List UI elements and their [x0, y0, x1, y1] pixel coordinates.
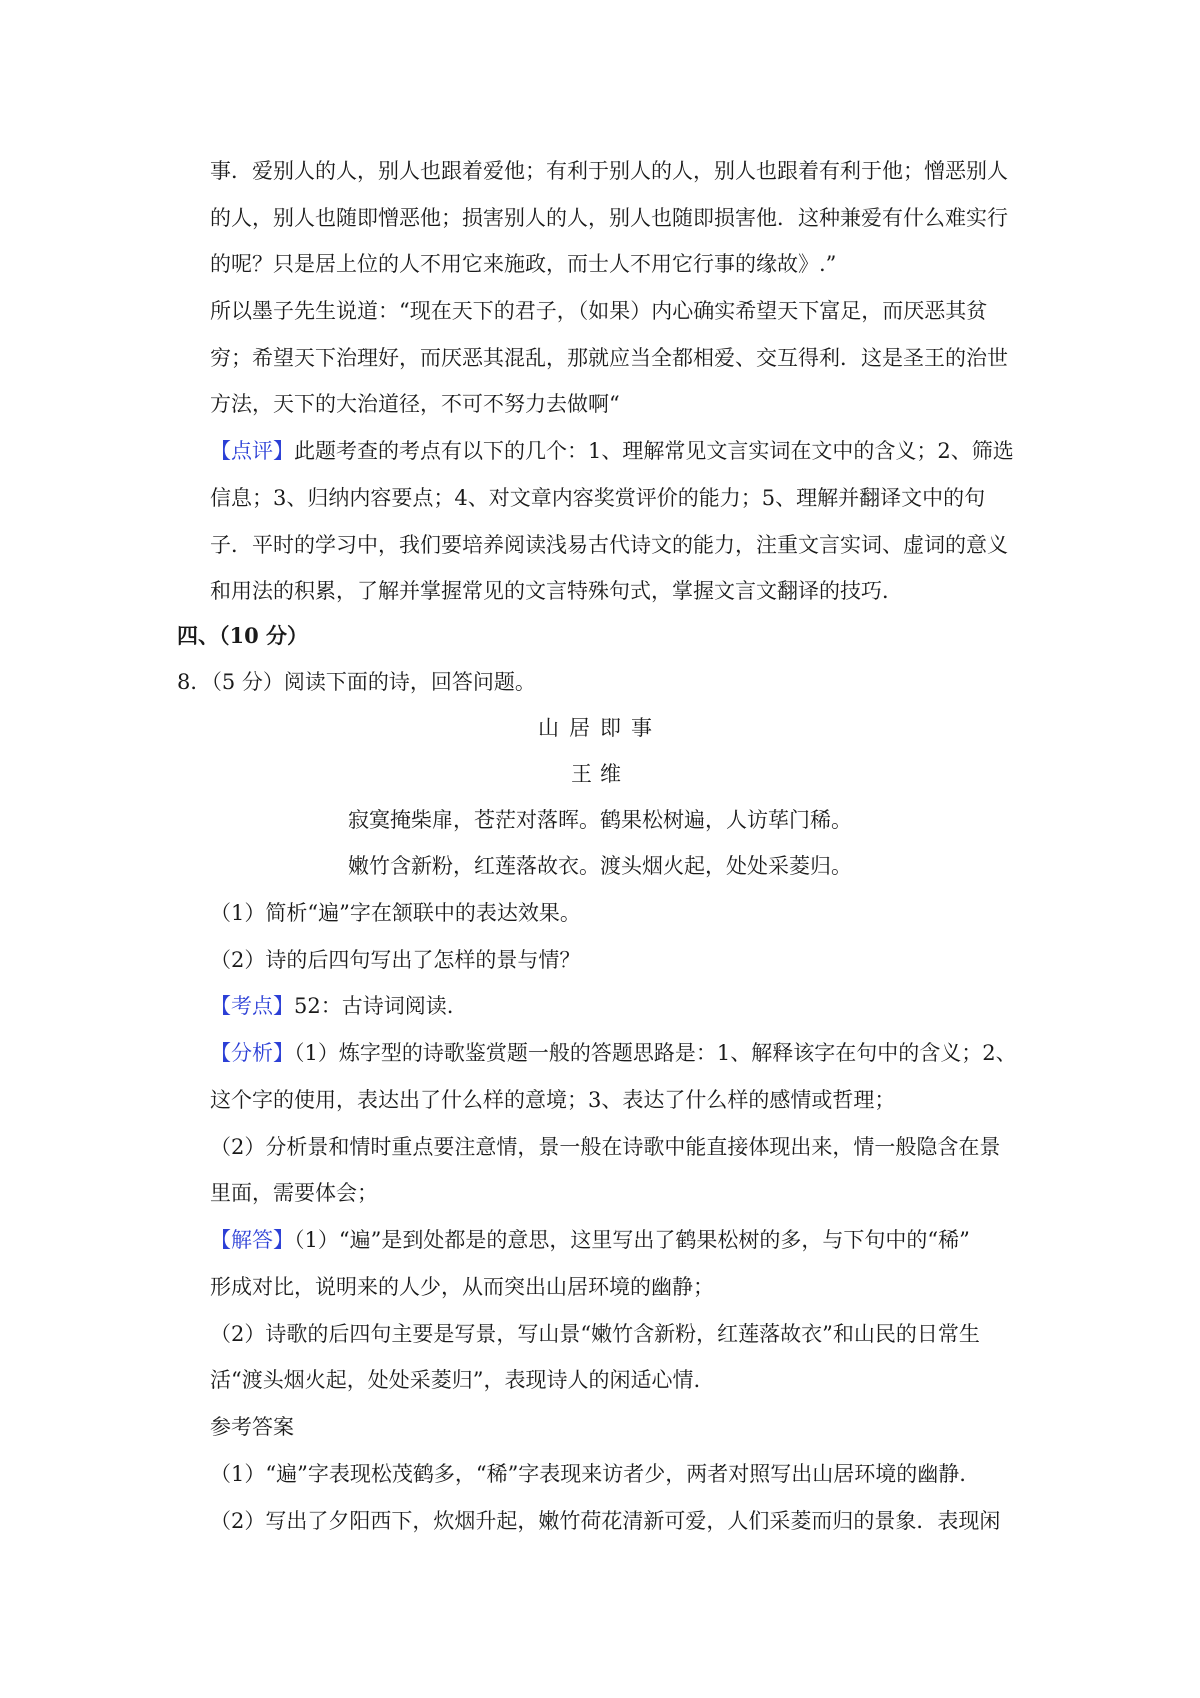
question-stem: 8．（5 分）阅读下面的诗，回答问题。 — [177, 670, 536, 694]
answer-text: （1）“遍”是到处都是的意思，这里写出了鹤果松树的多，与下句中的“稀” — [294, 1228, 970, 1252]
analysis-line: 这个字的使用，表达出了什么样的意境；3、表达了什么样的感情或哲理； — [210, 1088, 896, 1112]
analysis-line: （2）分析景和情时重点要注意情，景一般在诗歌中能直接体现出来，情一般隐含在景 — [210, 1135, 1001, 1159]
reference-line: （2）写出了夕阳西下，炊烟升起，嫩竹荷花清新可爱，人们采菱而归的景象．表现闲 — [210, 1509, 1001, 1533]
sub-question-2: （2）诗的后四句写出了怎样的景与情？ — [210, 948, 581, 972]
sub-question-1: （1）简析“遍”字在颔联中的表达效果。 — [210, 901, 581, 925]
analysis-tag: 【分析】 — [210, 1041, 294, 1065]
kaodian-tag: 【考点】 — [210, 994, 294, 1018]
section-heading: 四、（10 分） — [177, 623, 309, 648]
analysis-text: （1）炼字型的诗歌鉴赏题一般的答题思路是：1、解释该字在句中的含义；2、 — [294, 1041, 1017, 1065]
translation-line: 方法，天下的大治道径，不可不努力去做啊“ — [210, 392, 620, 416]
answer-line: 形成对比，说明来的人少，从而突出山居环境的幽静； — [210, 1275, 714, 1299]
answer-paragraph — [210, 1226, 970, 1254]
comment-line: 和用法的积累，了解并掌握常见的文言特殊句式，掌握文言文翻译的技巧． — [210, 579, 903, 603]
translation-line: 的呢？只是居上位的人不用它来施政，而士人不用它行事的缘故》.” — [210, 252, 837, 276]
kaodian-text: 52：古诗词阅读. — [294, 994, 454, 1018]
answer-line: （2）诗歌的后四句主要是写景，写山景“嫩竹含新粉，红莲落故衣”和山民的日常生 — [210, 1322, 980, 1346]
comment-paragraph — [210, 437, 1014, 465]
reference-label: 参考答案 — [210, 1415, 294, 1439]
comment-text: 此题考查的考点有以下的几个：1、理解常见文言实词在文中的含义；2、筛选 — [294, 439, 1014, 463]
answer-line: 活“渡头烟火起，处处采菱归”，表现诗人的闲适心情. — [210, 1368, 701, 1392]
kaodian-paragraph — [210, 992, 453, 1020]
reference-line: （1）“遍”字表现松茂鹤多，“稀”字表现来访者少，两者对照写出山居环境的幽静. — [210, 1462, 966, 1486]
translation-line: 事．爱别人的人，别人也跟着爱他；有利于别人的人，别人也跟着有利于他；憎恶别人 — [210, 159, 1008, 183]
answer-tag: 【解答】 — [210, 1228, 294, 1252]
translation-line: 所以墨子先生说道：“现在天下的君子，（如果）内心确实希望天下富足，而厌恶其贫 — [210, 299, 988, 323]
analysis-line: 里面，需要体会； — [210, 1181, 378, 1205]
poem-line: 寂寞掩柴扉，苍茫对落晖。鹤果松树遍，人访荜门稀。 — [348, 808, 852, 832]
comment-line: 信息；3、归纳内容要点；4、对文章内容奖赏评价的能力；5、理解并翻译文中的句 — [210, 486, 986, 510]
translation-line: 的人，别人也随即憎恶他；损害别人的人，别人也随即损害他．这种兼爱有什么难实行 — [210, 206, 1008, 230]
poem-title: 山居即事 — [538, 716, 662, 740]
translation-line: 穷；希望天下治理好，而厌恶其混乱，那就应当全都相爱、交互得利．这是圣王的治世 — [210, 346, 1008, 370]
analysis-paragraph — [210, 1039, 1017, 1067]
comment-tag: 【点评】 — [210, 439, 294, 463]
comment-line: 子．平时的学习中，我们要培养阅读浅易古代诗文的能力，注重文言实词、虚词的意义 — [210, 533, 1008, 557]
poem-author: 王维 — [571, 762, 629, 786]
poem-line: 嫩竹含新粉，红莲落故衣。渡头烟火起，处处采菱归。 — [348, 854, 852, 878]
